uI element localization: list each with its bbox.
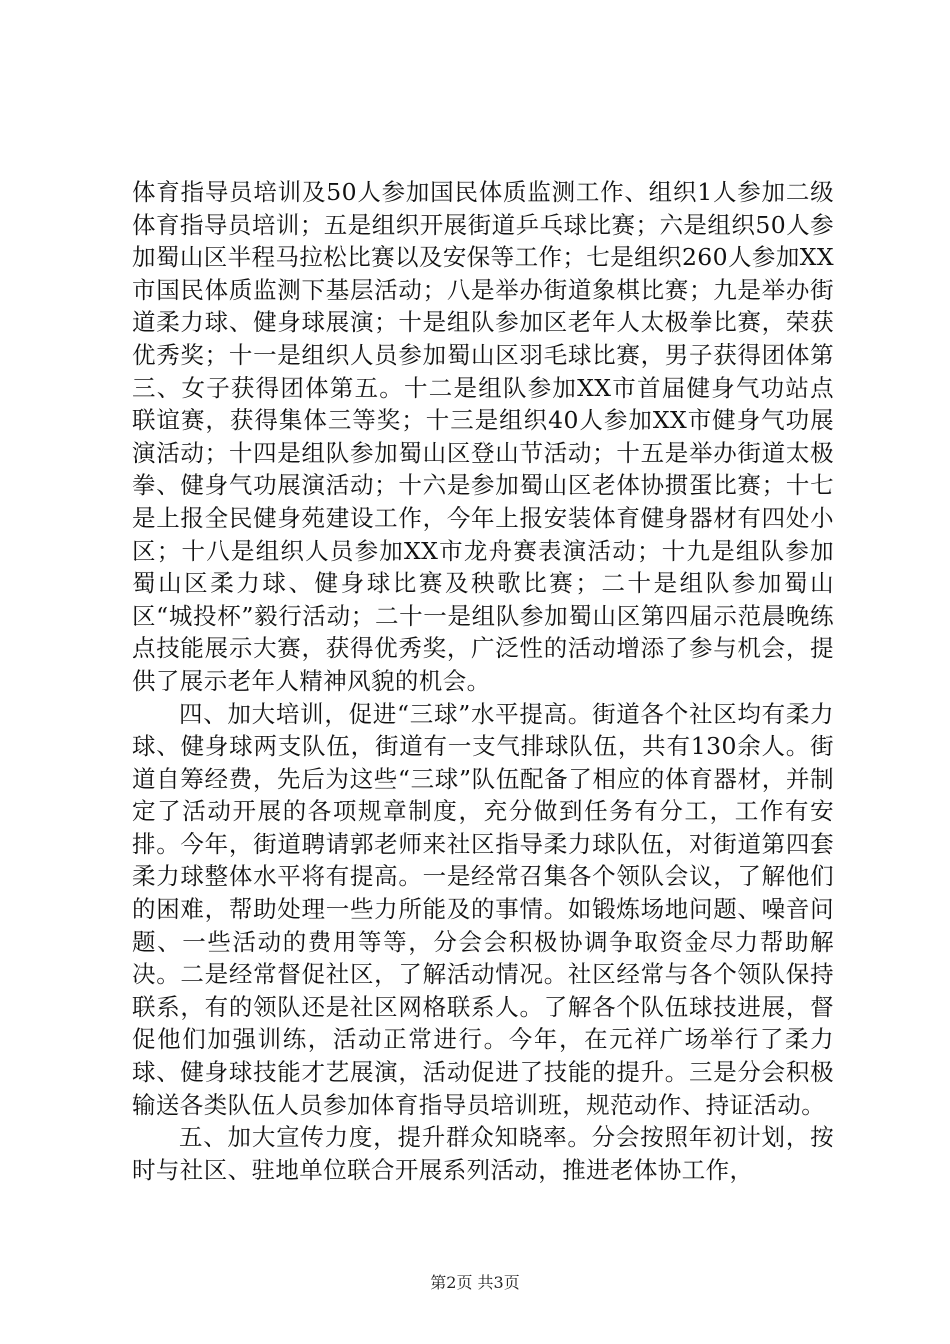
paragraph-activities-list: 体育指导员培训及50人参加国民体质监测工作、组织1人参加二级体育指导员培训；五是组织开展街道乒乓球比赛；六是组织50人参加蜀山区半程马拉松比赛以及安保等工作；七是组织260人参加XX市国民体质监测下基层活动；八是举办街道象棋比赛；九是举办街道柔力球、健身球展演；十是组队参加区老年人太极拳比赛，荣获优秀奖；十一是组织人员参加蜀山区羽毛球比赛，男子获得团体第三、女子获得团体第五。十二是组队参加XX市首届健身气功站点联谊赛，获得集体三等奖；十三是组织40人参加XX市健身气功展演活动；十四是组队参加蜀山区登山节活动；十五是举办街道太极拳、健身气功展演活动；十六是参加蜀山区老体协掼蛋比赛；十七是上报全民健身苑建设工作，今年上报安装体育健身器材有四处小区；十八是组织人员参加XX市龙舟赛表演活动；十九是组队参加蜀山区柔力球、健身球比赛及秧歌比赛；二十是组队参加蜀山区“城投杯”毅行活动；二十一是组队参加蜀山区第四届示范晨晚练点技能展示大赛，获得优秀奖，广泛性的活动增添了参与机会，提供了展示老年人精神风貌的机会。 — [132, 178, 834, 695]
document-body — [132, 176, 834, 1186]
page-number-footer: 第2页 共3页 — [430, 1273, 520, 1292]
paragraph-section-five-publicity: 五、加大宣传力度，提升群众知晓率。分会按照年初计划，按时与社区、驻地单位联合开展系列活动，推进老体协工作， — [132, 1123, 834, 1184]
paragraph-section-four-training: 四、加大培训，促进“三球”水平提高。街道各个社区均有柔力球、健身球两支队伍，街道有一支气排球队伍，共有130余人。街道自筹经费，先后为这些“三球”队伍配备了相应的体育器材，并制定了活动开展的各项规章制度，充分做到任务有分工，工作有安排。今年，街道聘请郭老师来社区指导柔力球队伍，对街道第四套柔力球整体水平将有提高。一是经常召集各个领队会议，了解他们的困难，帮助处理一些力所能及的事情。如锻炼场地问题、噪音问题、一些活动的费用等等，分会会积极协调争取资金尽力帮助解决。二是经常督促社区，了解活动情况。社区经常与各个领队保持联系，有的领队还是社区网格联系人。了解各个队伍球技进展，督促他们加强训练，活动正常进行。今年，在元祥广场举行了柔力球、健身球技能才艺展演，活动促进了技能的提升。三是分会积极输送各类队伍人员参加体育指导员培训班，规范动作、持证活动。 — [132, 699, 834, 1119]
